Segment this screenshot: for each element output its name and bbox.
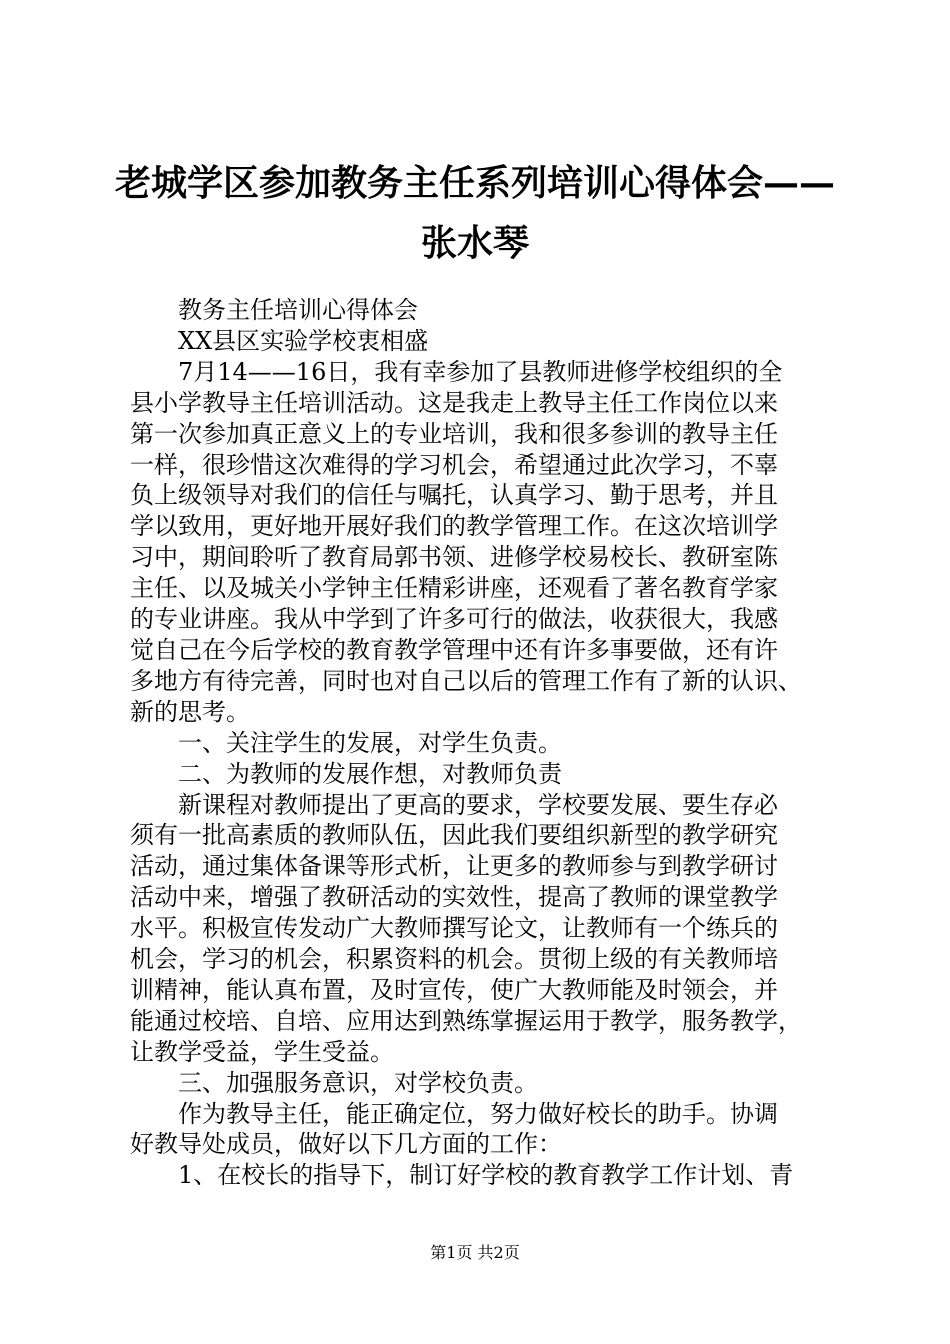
paragraph-line: 水平。积极宣传发动广大教师撰写论文，让教师有一个练兵的	[130, 914, 778, 943]
page-footer: 第1页 共2页	[430, 1243, 520, 1262]
paragraph-line: 负上级领导对我们的信任与嘱托，认真学习、勤于思考，并且	[130, 481, 778, 510]
paragraph-line: 一样，很珍惜这次难得的学习机会，希望通过此次学习，不辜	[130, 450, 778, 479]
paragraph-line: 须有一批高素质的教师队伍，因此我们要组织新型的教学研究	[130, 821, 778, 850]
section-heading-2: 二、为教师的发展作想，对教师负责	[178, 759, 562, 788]
paragraph-line: 活动，通过集体备课等形式析，让更多的教师参与到教学研讨	[130, 852, 778, 881]
paragraph-line: 的专业讲座。我从中学到了许多可行的做法，收获很大，我感	[130, 605, 778, 634]
paragraph-line: 好教导处成员，做好以下几方面的工作：	[130, 1130, 562, 1159]
paragraph-line: 多地方有待完善，同时也对自己以后的管理工作有了新的认识、	[130, 666, 802, 695]
paragraph-line: 觉自己在今后学校的教育教学管理中还有许多事要做，还有许	[130, 635, 778, 664]
paragraph-line: 让教学受益，学生受益。	[130, 1037, 394, 1066]
paragraph-line: 训精神，能认真布置，及时宣传，使广大教师能及时领会，并	[130, 975, 778, 1004]
author-line: XX县区实验学校衷相盛	[178, 326, 429, 355]
paragraph-line: 主任、以及城关小学钟主任精彩讲座，还观看了著名教育学家	[130, 574, 778, 603]
section-heading-1: 一、关注学生的发展，对学生负责。	[178, 728, 562, 757]
paragraph-line: 新的思考。	[130, 697, 250, 726]
paragraph-line: 作为教导主任，能正确定位，努力做好校长的助手。协调	[178, 1099, 778, 1128]
list-item: 1、在校长的指导下，制订好学校的教育教学工作计划、青	[178, 1161, 794, 1190]
document-title-line-1: 老城学区参加教务主任系列培训心得体会——	[114, 162, 835, 204]
paragraph-line: 机会，学习的机会，积累资料的机会。贯彻上级的有关教师培	[130, 945, 778, 974]
paragraph-line: 7月14——16日，我有幸参加了县教师进修学校组织的全	[178, 357, 783, 386]
paragraph-line: 第一次参加真正意义上的专业培训，我和很多参训的教导主任	[130, 419, 778, 448]
paragraph-line: 县小学教导主任培训活动。这是我走上教导主任工作岗位以来	[130, 388, 778, 417]
document-title-line-2: 张水琴	[420, 222, 529, 264]
paragraph-line: 活动中来，增强了教研活动的实效性，提高了教师的课堂教学	[130, 883, 778, 912]
section-heading-3: 三、加强服务意识，对学校负责。	[178, 1068, 538, 1097]
document-body	[130, 295, 830, 1191]
paragraph-line: 习中，期间聆听了教育局郭书领、进修学校易校长、教研室陈	[130, 543, 778, 572]
paragraph-line: 能通过校培、自培、应用达到熟练掌握运用于教学，服务教学，	[130, 1006, 802, 1035]
paragraph-line: 学以致用，更好地开展好我们的教学管理工作。在这次培训学	[130, 512, 778, 541]
subtitle: 教务主任培训心得体会	[178, 296, 418, 324]
paragraph-line: 新课程对教师提出了更高的要求，学校要发展、要生存必	[178, 790, 778, 819]
